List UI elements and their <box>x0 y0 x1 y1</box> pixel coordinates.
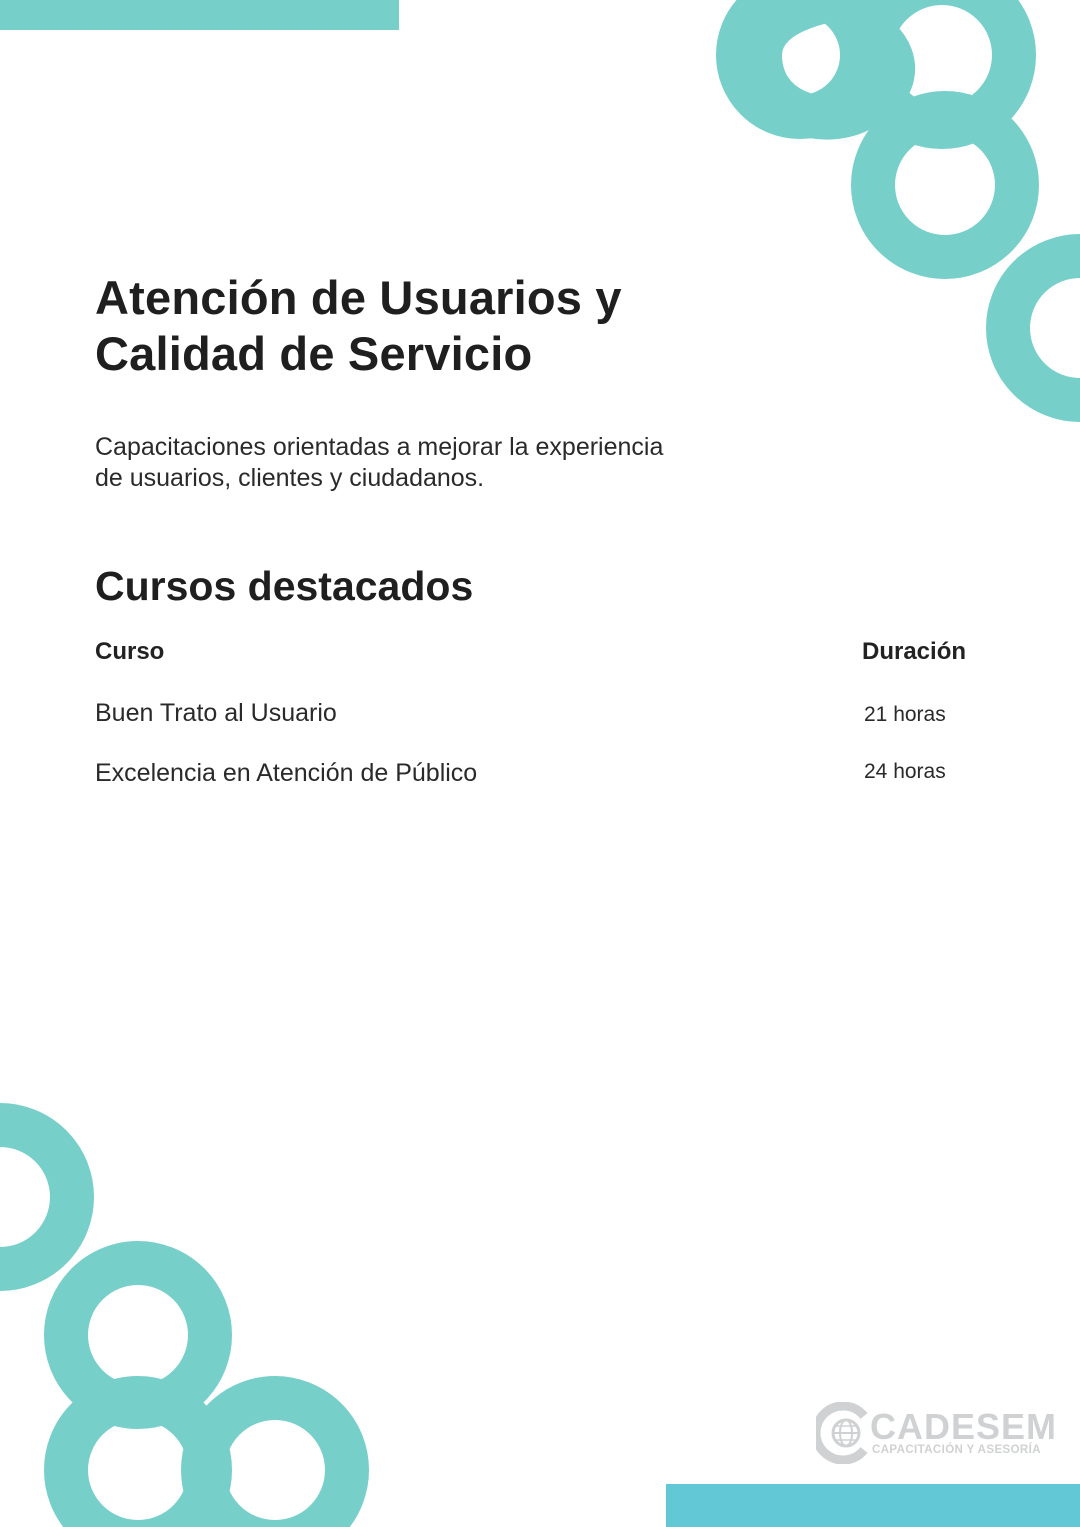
logo-tagline: CAPACITACIÓN Y ASESORÍA <box>872 1444 1041 1456</box>
bottom-accent-bar <box>666 1484 1080 1527</box>
decorative-wave-bottom-left <box>0 1095 380 1527</box>
column-header-course: Curso <box>95 638 165 665</box>
globe-icon <box>816 1402 870 1464</box>
section-title: Cursos destacados <box>95 563 474 609</box>
top-accent-bar <box>0 0 399 30</box>
course-duration: 24 horas <box>864 760 946 783</box>
column-header-duration: Duración <box>862 638 967 665</box>
page-title-line-1: Atención de Usuarios y <box>95 271 622 324</box>
cadesem-logo <box>816 1402 1058 1466</box>
course-name: Excelencia en Atención de Público <box>95 759 478 787</box>
course-duration: 21 horas <box>864 703 946 726</box>
page-title <box>95 270 622 382</box>
course-name: Buen Trato al Usuario <box>95 699 337 727</box>
decorative-wave-top-right <box>700 0 1080 430</box>
intro-line-1: Capacitaciones orientadas a mejorar la experiencia <box>95 433 664 461</box>
intro-line-2: de usuarios, clientes y ciudadanos. <box>95 464 485 492</box>
intro-paragraph <box>95 432 775 494</box>
logo-name: CADESEM <box>870 1406 1058 1447</box>
page-title-line-2: Calidad de Servicio <box>95 327 533 380</box>
